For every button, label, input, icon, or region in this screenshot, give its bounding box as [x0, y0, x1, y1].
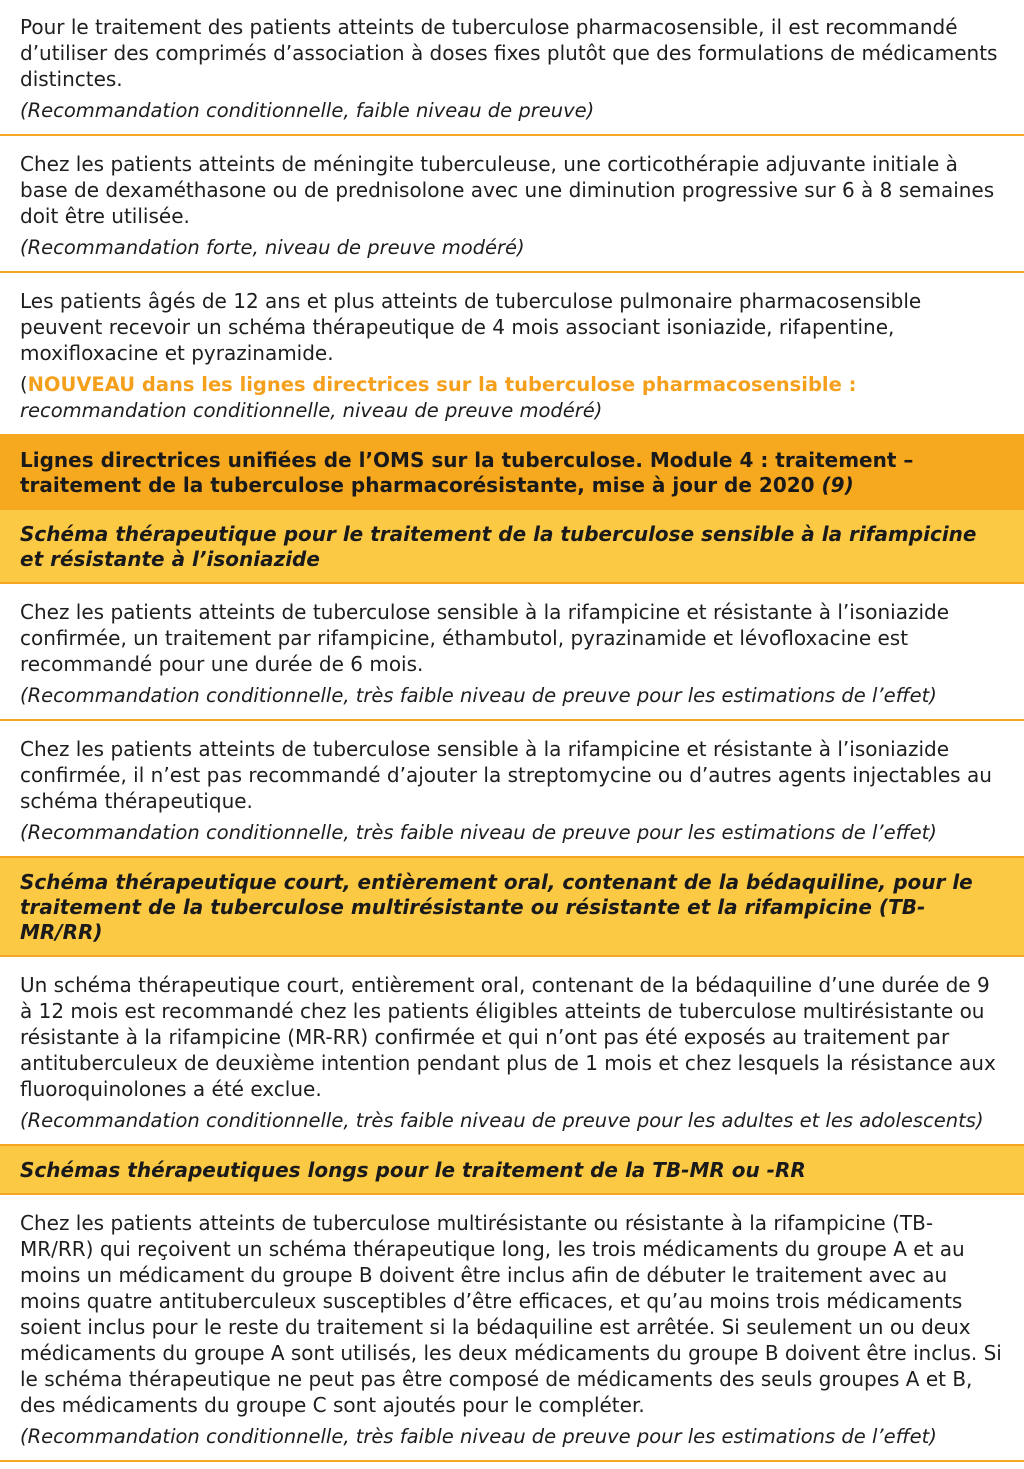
section-header: [0, 858, 1024, 957]
recommendation-row: [0, 273, 1024, 436]
guideline-title: Lignes directrices unifiées de l’OMS sur la tuberculose. Module 4 : traitement – traitement de la tuberculose pharmacorésistante, mise à jour de 2020: [20, 448, 914, 497]
recommendation-row: [0, 721, 1024, 858]
recommendation-strength: (Recommandation conditionnelle, très faible niveau de preuve pour les estimations de l’effet): [20, 821, 937, 844]
guideline-header: [0, 436, 1024, 510]
guideline-reference: (9): [821, 473, 854, 497]
note-rest: recommandation conditionnelle, niveau de preuve modéré): [20, 399, 603, 422]
guideline-title-line: [20, 448, 1004, 498]
recommendation-row: [0, 957, 1024, 1146]
recommendation-row: [0, 584, 1024, 721]
section-header: [0, 1146, 1024, 1195]
recommendation-strength: [20, 372, 1004, 424]
recommendation-text: Chez les patients atteints de tuberculose sensible à la rifampicine et résistante à l’isoniazide confirmée, il n’est pas recommandé d’ajouter la streptomycine ou d’autres agents injectables au schéma thérapeutique.: [20, 737, 992, 813]
recommendation-strength: (Recommandation conditionnelle, faible niveau de preuve): [20, 99, 595, 122]
recommendation-strength: (Recommandation forte, niveau de preuve modéré): [20, 236, 525, 259]
recommendation-row: [0, 0, 1024, 136]
recommendation-text: Les patients âgés de 12 ans et plus atteints de tuberculose pulmonaire pharmacosensible peuvent recevoir un schéma thérapeutique de 4 mois associant isoniazide, rifapentine, moxifloxacine et pyrazinamide.: [20, 289, 922, 365]
recommendation-row: [0, 1195, 1024, 1462]
recommendation-strength: (Recommandation conditionnelle, très faible niveau de preuve pour les estimations de l’effet): [20, 684, 937, 707]
recommendation-text: Un schéma thérapeutique court, entièrement oral, contenant de la bédaquiline d’une durée de 9 à 12 mois est recommandé chez les patients éligibles atteints de tuberculose multirésistante ou résistante à la rifampicine (MR-RR) confirmée et qui n’ont pas été exposés au traitement par antituberculeux de deuxième intention pendant plus de 1 mois et chez lesquels la résistance aux fluoroquinolones a été exclue.: [20, 973, 996, 1101]
recommendation-text: Chez les patients atteints de tuberculose multirésistante ou résistante à la rifampicine (TB-MR/RR) qui reçoivent un schéma thérapeutique long, les trois médicaments du groupe A et au moins un médicament du groupe B doivent être inclus afin de débuter le traitement avec au moins quatre antituberculeux susceptibles d’être efficaces, et qu’au moins trois médicaments soient inclus pour le reste du traitement si la bédaquiline est arrêtée. Si seulement un ou deux médicaments du groupe A sont utilisés, les deux médicaments du groupe B doivent être inclus. Si le schéma thérapeutique ne peut pas être composé de médicaments des seuls groupes A et B, des médicaments du groupe C sont ajoutés pour le compléter.: [20, 1211, 1002, 1417]
recommendation-row: [0, 136, 1024, 273]
recommendation-strength: (Recommandation conditionnelle, très faible niveau de preuve pour les adultes et les adolescents): [20, 1109, 984, 1132]
recommendation-text: Pour le traitement des patients atteints de tuberculose pharmacosensible, il est recommandé d’utiliser des comprimés d’association à doses fixes plutôt que des formulations de médicaments distinctes.: [20, 15, 998, 91]
section-header: [0, 510, 1024, 584]
section-title: Schémas thérapeutiques longs pour le traitement de la TB-MR ou -RR: [20, 1158, 806, 1182]
new-badge-text: NOUVEAU dans les lignes directrices sur la tuberculose pharmacosensible :: [27, 373, 857, 396]
section-title: Schéma thérapeutique pour le traitement de la tuberculose sensible à la rifampicine et résistante à l’isoniazide: [20, 522, 977, 571]
section-title: Schéma thérapeutique court, entièrement oral, contenant de la bédaquiline, pour le traitement de la tuberculose multirésistante ou résistante et la rifampicine (TB-MR/RR): [20, 870, 973, 944]
note-open-paren: (: [20, 373, 28, 396]
recommendation-text: Chez les patients atteints de méningite tuberculeuse, une corticothérapie adjuvante initiale à base de dexaméthasone ou de prednisolone avec une diminution progressive sur 6 à 8 semaines doit être utilisée.: [20, 152, 995, 228]
recommendation-text: Chez les patients atteints de tuberculose sensible à la rifampicine et résistante à l’isoniazide confirmée, un traitement par rifampicine, éthambutol, pyrazinamide et lévofloxacine est recommandé pour une durée de 6 mois.: [20, 600, 950, 676]
recommendation-strength: (Recommandation conditionnelle, très faible niveau de preuve pour les estimations de l’effet): [20, 1425, 937, 1448]
